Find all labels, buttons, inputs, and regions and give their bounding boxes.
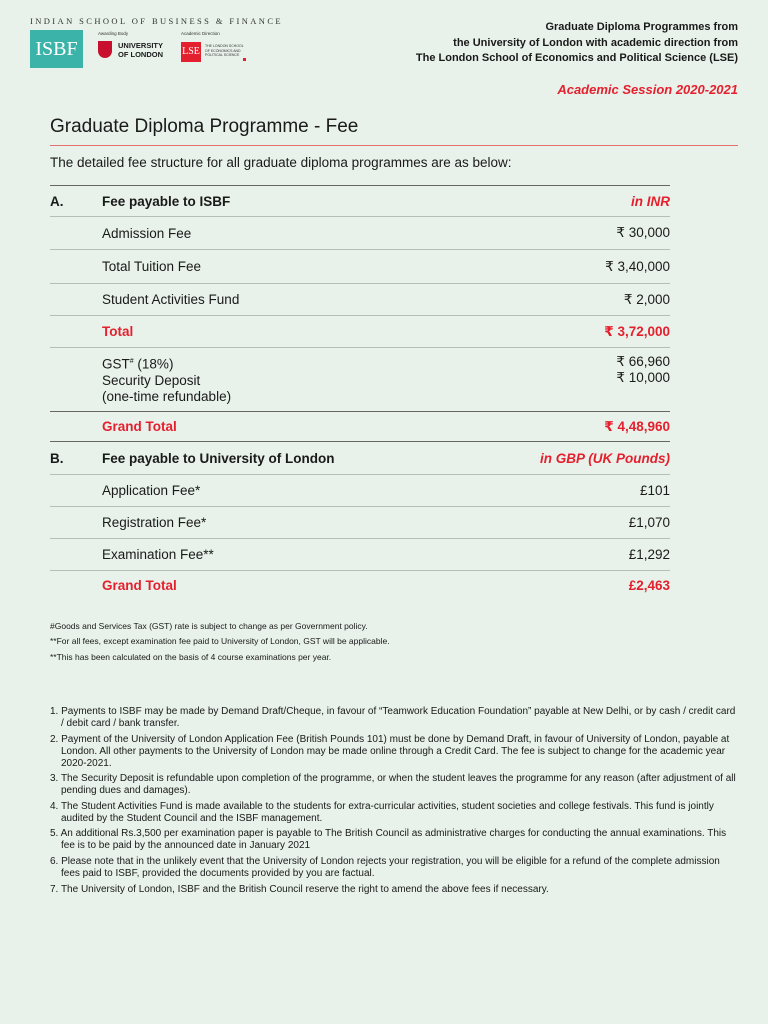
table-row <box>50 475 670 507</box>
list-item: 6. Please note that in the unlikely event that the University of London rejects your registration, you will be eligible for a refund of the complete admission fees paid to ISBF, provided the documents provided by you are factual. <box>50 855 720 879</box>
footnotes <box>50 619 390 665</box>
gst-mark: # <box>129 358 134 366</box>
deposit-label: Security Deposit <box>102 372 201 388</box>
fee-value: £1,070 <box>466 507 670 539</box>
footnote: **For all fees, except examination fee paid to University of London, GST will be applicable. <box>50 636 390 647</box>
grand-total-value: ₹ 4,48,960 <box>466 412 670 442</box>
uol-crest-icon <box>98 41 112 58</box>
section-b-heading: Fee payable to University of London <box>102 442 466 475</box>
uol-name-line1: UNIVERSITY <box>118 41 164 50</box>
gst-rate: (18%) <box>133 356 174 372</box>
fee-value: £101 <box>466 475 670 507</box>
grand-total-label: Grand Total <box>102 571 466 601</box>
section-b-header <box>50 442 670 475</box>
gst-deposit-row <box>50 348 670 412</box>
table-row <box>50 284 670 316</box>
list-item: 1. Payments to ISBF may be made by Demand Draft/Cheque, in favour of “Teamwork Education Foundation” payable at New Delhi, or by cash / credit card / debit card / bank transfer. <box>50 706 736 729</box>
section-a-letter: A. <box>50 186 102 217</box>
list-item: 3. The Security Deposit is refundable upon completion of the programme, or when the student leaves the programme for any reason (after adjustment of all pending dues and damages). <box>50 773 736 797</box>
isbf-logo: ISBF <box>30 30 83 68</box>
list-item: 2. Payment of the University of London Application Fee (British Pounds 101) must be done by Demand Draft, in favour of University of London, payable at London. All other payments to the University of London may be made online through a Credit Card. The fee is subject to change for the academic year 2020-2021. <box>50 733 730 769</box>
grand-total-label: Grand Total <box>102 412 466 442</box>
intro-text: The detailed fee structure for all graduate diploma programmes are as below: <box>50 155 512 170</box>
programme-line-2: the University of London with academic direction from <box>453 36 738 49</box>
fee-label: Student Activities Fund <box>102 284 466 316</box>
list-item: 7. The University of London, ISBF and the British Council reserve the right to amend the above fees if necessary. <box>50 883 549 895</box>
deposit-value: ₹ 10,000 <box>616 370 670 385</box>
table-row <box>50 539 670 571</box>
institution-tagline: INDIAN SCHOOL OF BUSINESS & FINANCE <box>30 16 283 26</box>
total-row <box>50 316 670 348</box>
title-divider <box>50 145 738 146</box>
academic-session: Academic Session 2020-2021 <box>557 82 738 97</box>
section-b-currency: in GBP (UK Pounds) <box>466 442 670 475</box>
fee-value: ₹ 30,000 <box>466 217 670 250</box>
lse-logo: LSE <box>181 42 201 62</box>
programme-line-3: The London School of Economics and Political Science (LSE) <box>415 52 738 64</box>
lse-dot-icon <box>243 58 246 61</box>
gst-line <box>102 354 466 373</box>
fee-label: Total Tuition Fee <box>102 250 466 284</box>
section-a-currency: in INR <box>466 186 670 217</box>
section-a-heading: Fee payable to ISBF <box>102 186 466 217</box>
list-item: 4. The Student Activities Fund is made available to the students for extra-curricular activities, student societies and college festivals. This fund is jointly audited by the Student Council and the ISBF management. <box>50 800 714 824</box>
uol-name-line2: OF LONDON <box>118 50 163 59</box>
gst-value: ₹ 66,960 <box>616 354 670 369</box>
fee-label: Registration Fee* <box>102 507 466 539</box>
uol-logo-text <box>118 41 163 59</box>
fee-value: £1,292 <box>466 539 670 571</box>
lse-name: THE LONDON SCHOOL OF ECONOMICS AND POLITICAL SCIENCE <box>205 44 244 57</box>
fee-label: Admission Fee <box>102 217 466 250</box>
grand-total-row <box>50 571 670 601</box>
academic-direction-label: Academic Direction <box>181 31 220 36</box>
total-label: Total <box>102 316 466 348</box>
fee-value: ₹ 2,000 <box>466 284 670 316</box>
table-row <box>50 217 670 250</box>
fee-table <box>50 185 670 601</box>
fee-label: Application Fee* <box>102 475 466 507</box>
total-value: ₹ 3,72,000 <box>466 316 670 348</box>
page-title: Graduate Diploma Programme - Fee <box>50 116 359 137</box>
table-row <box>50 507 670 539</box>
list-item: 5. An additional Rs.3,500 per examination paper is payable to The British Council as administrative charges for conducting the annual examinations. This fee is to be paid by the announced date in January 2021 <box>50 828 727 852</box>
programme-description <box>416 20 738 67</box>
awarding-body-label: Awarding Body <box>98 31 129 36</box>
section-a-header <box>50 186 670 217</box>
section-b-letter: B. <box>50 442 102 475</box>
footnote: #Goods and Services Tax (GST) rate is subject to change as per Government policy. <box>50 621 368 631</box>
fee-label: Examination Fee** <box>102 539 466 571</box>
footnote: **This has been calculated on the basis of 4 course examinations per year. <box>50 651 332 662</box>
notes-list <box>50 706 740 899</box>
deposit-note: (one-time refundable) <box>102 388 232 404</box>
table-row <box>50 250 670 284</box>
programme-line-1: Graduate Diploma Programmes from <box>545 21 738 33</box>
grand-total-row <box>50 412 670 442</box>
fee-value: ₹ 3,40,000 <box>466 250 670 284</box>
grand-total-value: £2,463 <box>466 571 670 601</box>
gst-label: GST <box>102 356 130 372</box>
